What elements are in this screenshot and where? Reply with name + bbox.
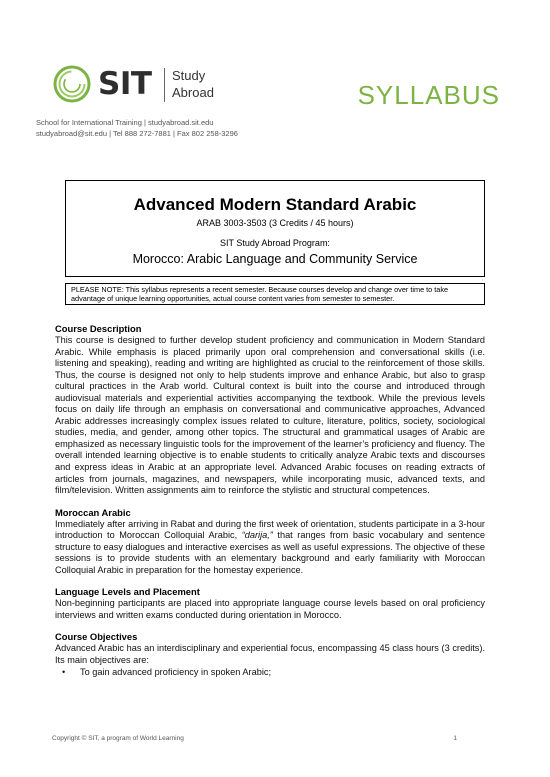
darija-term: “darija,” xyxy=(241,530,273,541)
program-name: Morocco: Arabic Language and Community Service xyxy=(132,252,418,266)
bullet-icon: • xyxy=(62,666,66,677)
syllabus-body xyxy=(55,323,485,678)
document-type-label: SYLLABUS xyxy=(357,80,500,110)
course-objectives-text: Advanced Arabic has an interdisciplinary and experiential focus, encompassing 45 class hours (3 credits). Its main objectives are: xyxy=(55,643,485,666)
course-description-text: This course is designed to further develop student proficiency and communication in Modern Standard Arabic. While emphasis is placed primarily upon oral comprehension and conversational skills (i.e. listening and speaking), reading and writing are highlighted as crucial to the reinforcement of those skills. Thus, the course is designed not only to help students improve and enhance Arabic, but also to grasp cultural practices in the Arab world. Cultural context is built into the course and introduced through audiovisual materials and experiential activities accompanying the textbook. While the previous levels focus on daily life through an emphasis on conversational and communicative approaches, Advanced Arabic addresses increasingly complex issues related to culture, literature, politics, society, sociological studies, media, and gender, among other topics. The structural and grammatical usages of Arabic are emphasized as necessary linguistic tools for the improvement of the learner’s proficiency and fluency. The overall intended learning objective is to enable students to critically analyze Arabic texts and discourses and express ideas in Arabic at an appropriate level. Advanced Arabic focuses on reading extracts of articles from journals, magazines, and newspapers, while incorporating music, advanced texts, and film/television. Written assignments aim to reinforce the stylistic and structural competences. xyxy=(55,335,485,496)
moroccan-arabic-heading: Moroccan Arabic xyxy=(55,506,131,518)
program-label: SIT Study Abroad Program: xyxy=(220,238,330,248)
objective-text: To gain advanced proficiency in spoken Arabic; xyxy=(80,666,272,677)
syllabus-note: PLEASE NOTE: This syllabus represents a recent semester. Because courses develop and change over time to take advantage of unique learning opportunities, actual course content varies from semester to semester. xyxy=(65,283,485,305)
objective-list-item xyxy=(55,667,485,679)
contact-line-2: studyabroad@sit.edu | Tel 888 272-7881 | Fax 802 258-3296 xyxy=(36,129,238,138)
course-objectives-heading: Course Objectives xyxy=(55,631,138,643)
course-title: Advanced Modern Standard Arabic xyxy=(133,195,417,214)
logo-wordmark: SIT xyxy=(98,66,152,102)
course-description-heading: Course Description xyxy=(55,323,142,334)
sit-logo xyxy=(52,64,262,108)
course-title-box xyxy=(65,180,485,277)
copyright-text: Copyright © SIT, a program of World Learning xyxy=(52,735,184,742)
moroccan-arabic-text xyxy=(55,519,485,577)
language-levels-text: Non-beginning participants are placed into appropriate language course levels based on oral proficiency interviews and written exams conducted during orientation in Morocco. xyxy=(55,598,485,620)
contact-line-1: School for International Training | studyabroad.sit.edu xyxy=(36,118,214,127)
page-footer xyxy=(52,735,457,742)
logo-study-text: Study xyxy=(172,68,206,83)
logo-divider xyxy=(164,68,165,102)
contact-info xyxy=(36,117,238,139)
course-code: ARAB 3003-3503 (3 Credits / 45 hours) xyxy=(196,218,354,228)
moroccan-arabic-text-part-2: that ranges from basic vocabulary and sentence structure to easy dialogues and interactive exercises as well as useful expressions. The objective of these sessions is to provide students with an elementary background and early familiarity with Moroccan Colloquial Arabic in preparation for the homestay experience. xyxy=(55,530,486,575)
logo-abroad-text: Abroad xyxy=(172,85,214,100)
sit-logo-ring-icon xyxy=(52,64,92,104)
page-number: 1 xyxy=(453,735,457,742)
language-levels-heading: Language Levels and Placement xyxy=(55,586,200,598)
moroccan-arabic-text-part-1: Immediately after arriving in Rabat and during the first week of orientation, students participate in a 3-hour introduction to Moroccan Colloquial Arabic, xyxy=(55,518,485,541)
